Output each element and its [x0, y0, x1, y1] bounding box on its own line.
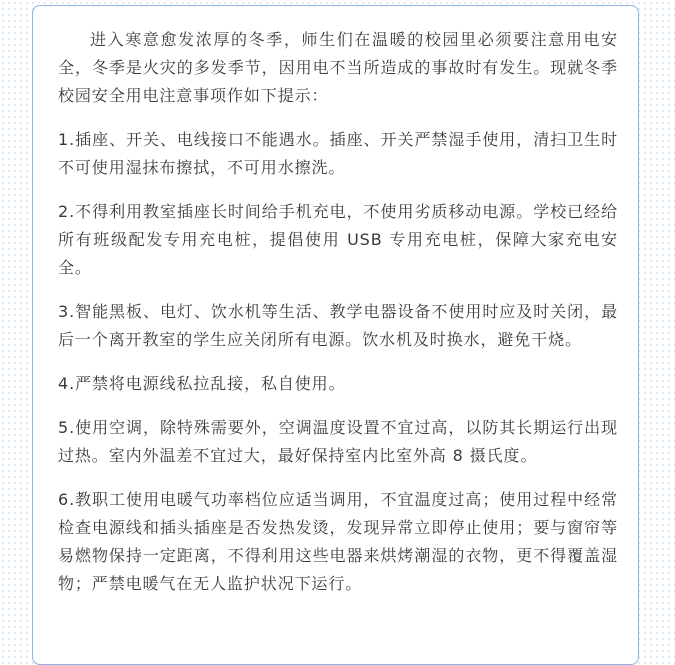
- tip-item-5: 5.使用空调，除特殊需要外，空调温度设置不宜过高，以防其长期运行出现过热。室内外温差不宜过大，最好保持室内比室外高 8 摄氏度。: [58, 418, 618, 465]
- article-card: [32, 5, 639, 665]
- tip-item-6: 6.教职工使用电暖气功率档位应适当调用，不宜温度过高；使用过程中经常检查电源线和插头插座是否发热发烫，发现异常立即停止使用；要与窗帘等易燃物保持一定距离，不得利用这些电器来烘烤潮湿的衣物，更不得覆盖湿物；严禁电暖气在无人监护状况下运行。: [58, 490, 618, 593]
- tip-item-3: 3.智能黑板、电灯、饮水机等生活、教学电器设备不使用时应及时关闭，最后一个离开教室的学生应关闭所有电源。饮水机及时换水，避免干烧。: [58, 302, 618, 349]
- tip-item-1: 1.插座、开关、电线接口不能遇水。插座、开关严禁湿手使用，清扫卫生时不可使用湿抹布擦拭，不可用水擦洗。: [58, 130, 618, 177]
- intro-paragraph: 进入寒意愈发浓厚的冬季，师生们在温暖的校园里必须要注意用电安全，冬季是火灾的多发季节，因用电不当所造成的事故时有发生。现就冬季校园安全用电注意事项作如下提示：: [58, 30, 618, 105]
- tip-item-2: 2.不得利用教室插座长时间给手机充电，不使用劣质移动电源。学校已经给所有班级配发专用充电桩，提倡使用 USB 专用充电桩，保障大家充电安全。: [58, 202, 618, 277]
- tip-item-4: 4.严禁将电源线私拉乱接，私自使用。: [58, 374, 346, 393]
